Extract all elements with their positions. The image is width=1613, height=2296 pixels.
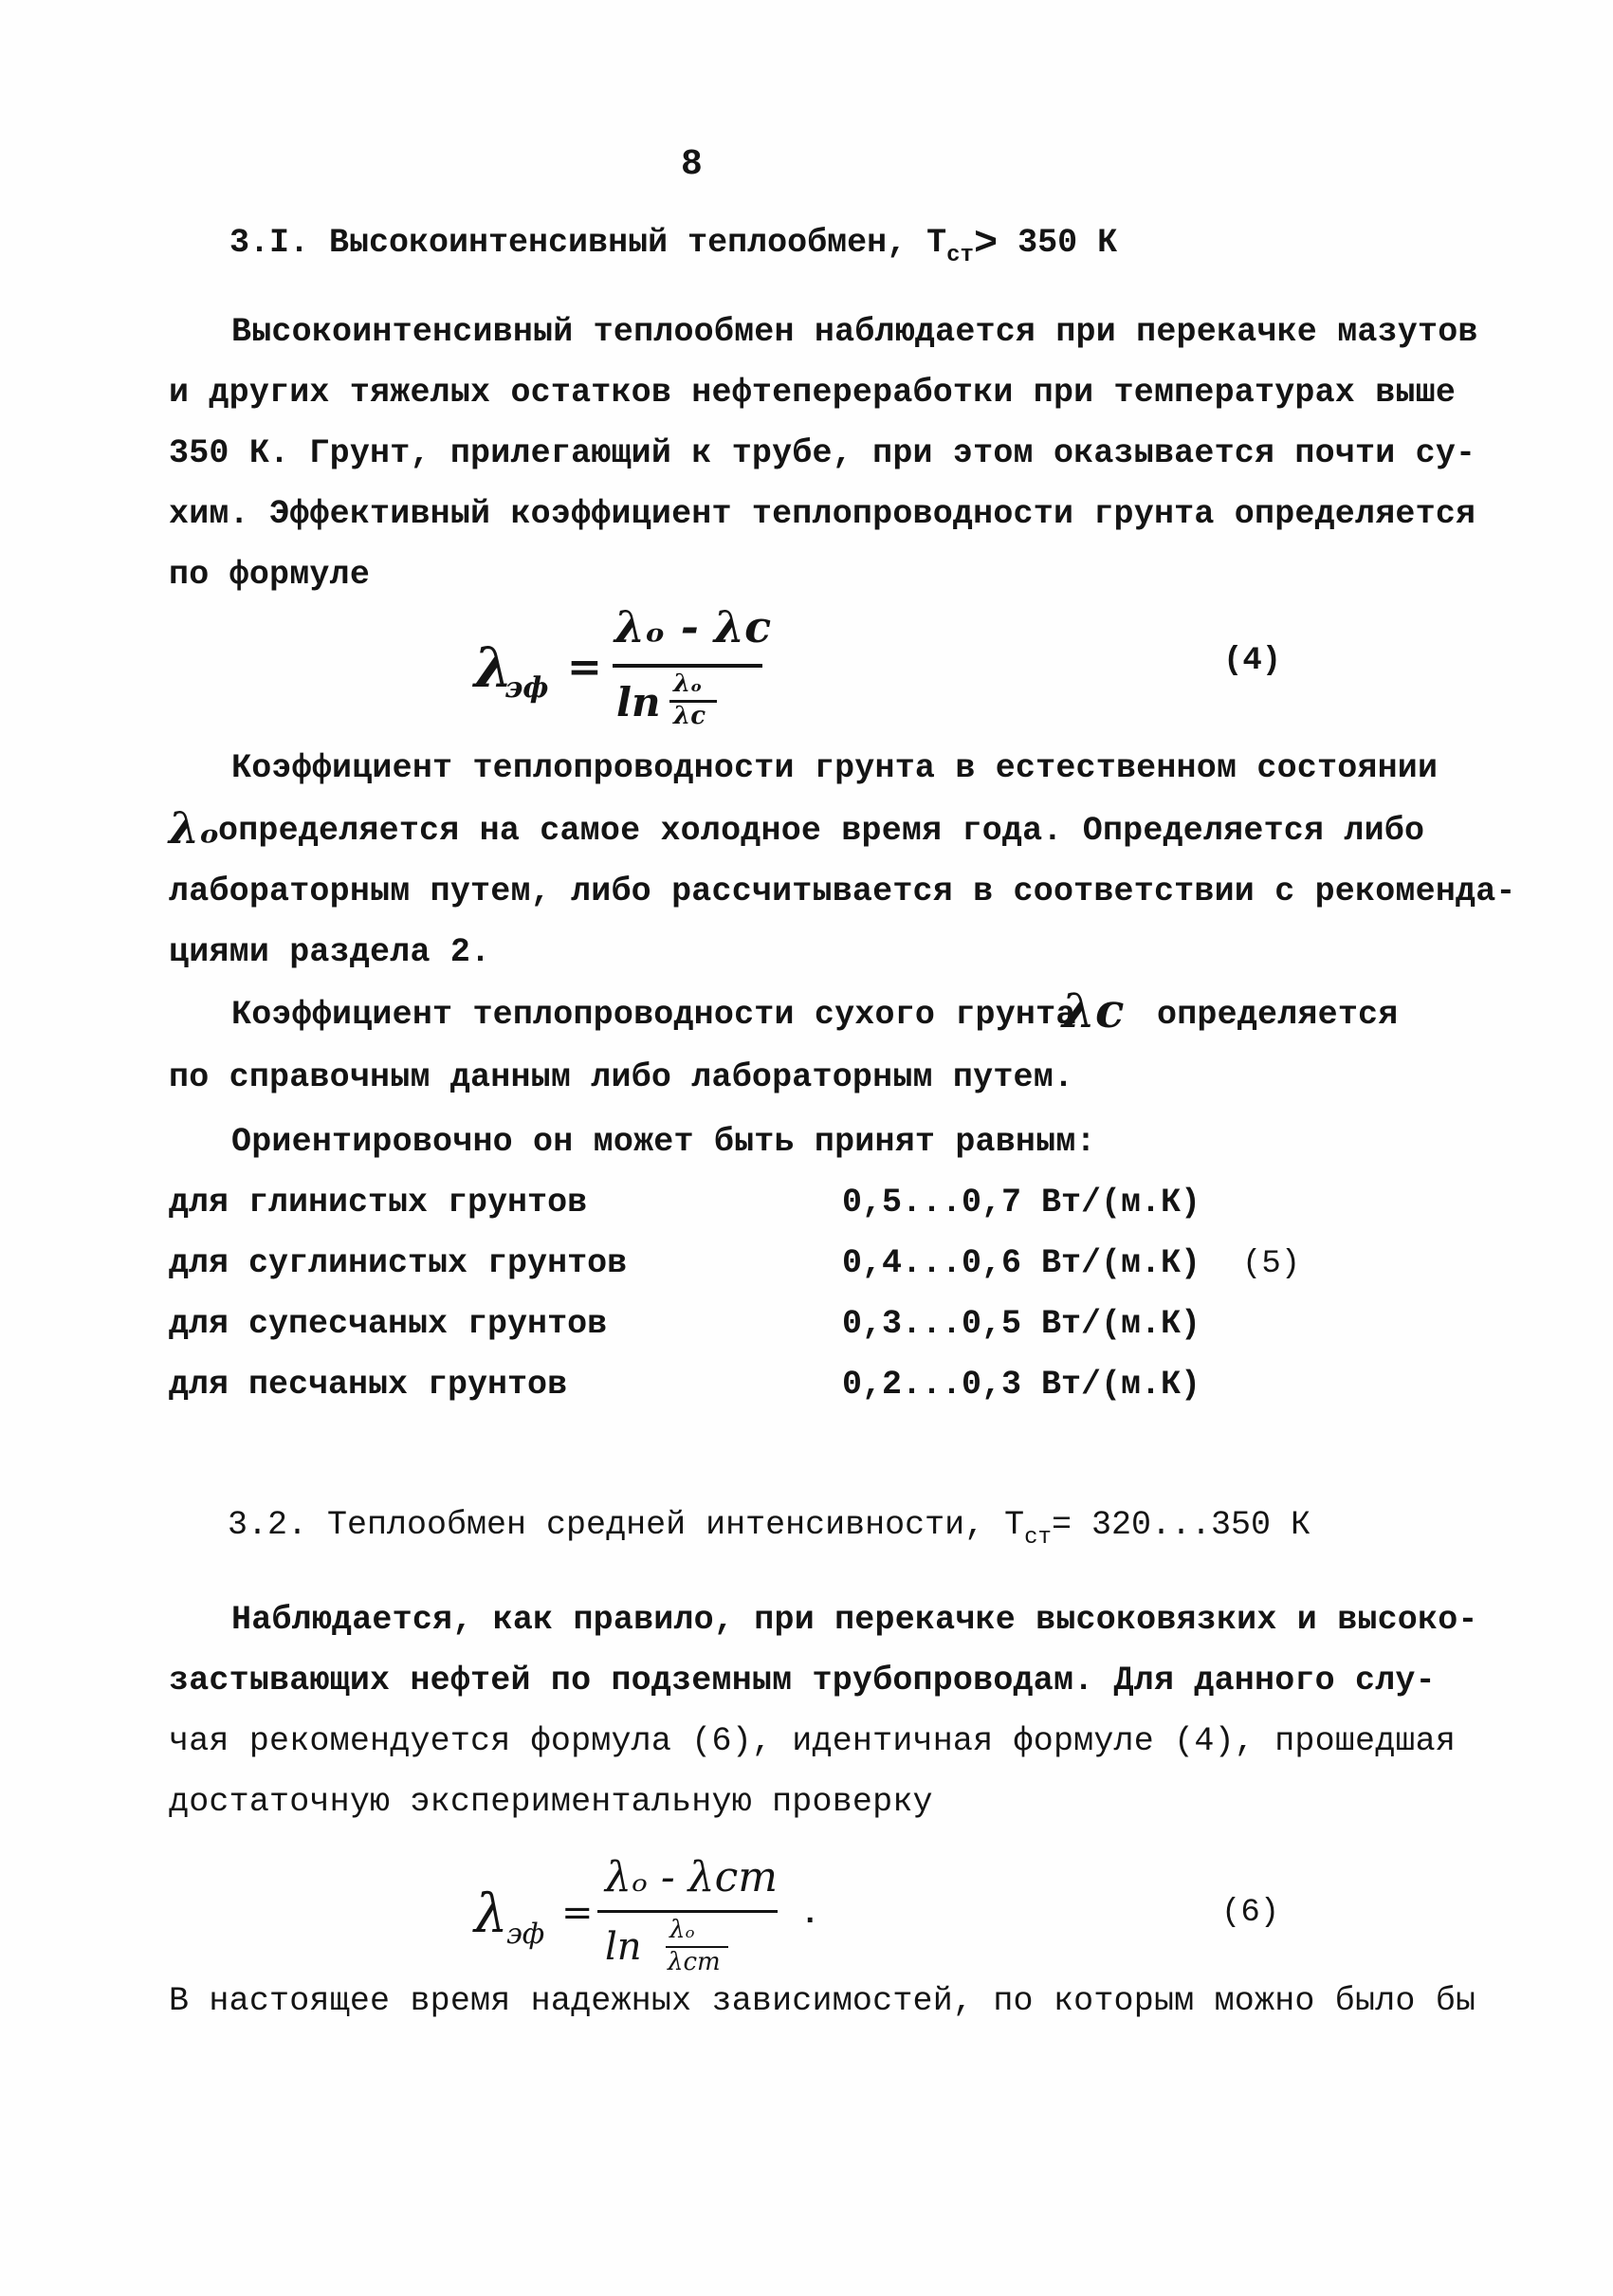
formula-dot: . [800, 1897, 820, 1933]
formula-numerator: λₒ - λст [605, 1853, 778, 1901]
lambda-c-symbol: λc [1062, 983, 1125, 1038]
formula-ln: ln [616, 679, 661, 726]
table-row [169, 1366, 1307, 1407]
heading-text: 3.2. Теплообмен средней интенсивности, Т [228, 1506, 1025, 1544]
paragraph-line: и других тяжелых остатков нефтепереработки при температурах выше [169, 374, 1457, 412]
equals-sign: = [567, 643, 602, 691]
lambda-zero-symbol: λₒ [169, 802, 220, 854]
fraction-bar [613, 664, 762, 668]
paragraph-line: по формуле [169, 556, 371, 594]
paragraph-line: достаточную экспериментальную проверку [169, 1783, 933, 1821]
fraction-bar [597, 1910, 778, 1913]
formula-lhs-subscript: эф [506, 1918, 545, 1951]
conductivity-value: 0,2...0,3 Вт/(м.К) [842, 1366, 1201, 1404]
paragraph-line: циями раздела 2. [169, 933, 491, 971]
paragraph-line: определяется на самое холодное время года. Определяется либо [218, 812, 1425, 850]
paragraph-line: чая рекомендуется формула (6), идентичная формуле (4), прошедшая [169, 1722, 1457, 1760]
table-row [169, 1184, 1307, 1225]
conductivity-value: 0,5...0,7 Вт/(м.К) [842, 1184, 1201, 1221]
formula-4 [474, 597, 778, 740]
inner-fraction-denominator: λc [673, 702, 706, 730]
equation-number-6: (6) [1221, 1895, 1280, 1931]
paragraph-line: лабораторным путем, либо рассчитывается в соответствии с рекоменда- [169, 872, 1516, 910]
heading-subscript: ст [946, 243, 974, 268]
paragraph-line: Коэффициент теплопроводности сухого грунта [231, 996, 1076, 1034]
equation-number-5: (5) [1242, 1246, 1301, 1282]
page-number: 8 [681, 144, 703, 185]
conductivity-value: 0,4...0,6 Вт/(м.К) [842, 1244, 1201, 1282]
greater-than-sign: > [973, 221, 999, 266]
formula-lhs-symbol: λ [474, 635, 513, 700]
paragraph-line: Высокоинтенсивный теплообмен наблюдается при перекачке мазутов [231, 313, 1478, 351]
paragraph-line: застывающих нефтей по подземным трубопроводам. Для данного слу- [169, 1662, 1436, 1699]
inner-fraction-denominator: λст [668, 1948, 721, 1976]
table-row [169, 1305, 1307, 1347]
paragraph-line: 350 К. Грунт, прилегающий к трубе, при этом оказывается почти су- [169, 434, 1476, 472]
heading-text: 3.I. Высокоинтенсивный теплообмен, Т [229, 224, 947, 262]
inner-fraction-numerator: λₒ [669, 1916, 695, 1944]
heading-temperature: = 320...350 К [1051, 1506, 1311, 1544]
conductivity-value: 0,3...0,5 Вт/(м.К) [842, 1305, 1201, 1343]
soil-type-label: для песчаных грунтов [169, 1366, 568, 1404]
soil-type-label: для супесчаных грунтов [169, 1305, 608, 1343]
paragraph-line: определяется [1157, 996, 1399, 1034]
formula-6 [474, 1849, 820, 1992]
formula-numerator: λₒ - λc [614, 601, 772, 652]
section-heading-3-1 [229, 218, 1118, 268]
paragraph-line: Ориентировочно он может быть принят равным: [231, 1123, 1096, 1161]
table-row [169, 1244, 1307, 1286]
formula-lhs-subscript: эф [504, 671, 549, 705]
inner-fraction-numerator: λₒ [673, 670, 703, 698]
paragraph-line: Коэффициент теплопроводности грунта в естественном состоянии [231, 749, 1439, 787]
formula-lhs-symbol: λ [474, 1883, 508, 1945]
soil-type-label: для суглинистых грунтов [169, 1244, 628, 1282]
soil-type-label: для глинистых грунтов [169, 1184, 588, 1221]
paragraph-line: по справочным данным либо лабораторным путем. [169, 1058, 1074, 1096]
section-heading-3-2 [228, 1506, 1311, 1551]
equation-number-4: (4) [1223, 643, 1282, 679]
paragraph-line: хим. Эффективный коэффициент теплопроводности грунта определяется [169, 495, 1476, 533]
paragraph-line: В настоящее время надежных зависимостей, по которым можно было бы [169, 1982, 1476, 2020]
heading-temperature: 350 К [998, 224, 1118, 262]
formula-ln: ln [605, 1925, 642, 1969]
heading-subscript: ст [1024, 1525, 1052, 1551]
paragraph-line: Наблюдается, как правило, при перекачке высоковязких и высоко- [231, 1601, 1478, 1639]
equals-sign: = [561, 1891, 594, 1935]
